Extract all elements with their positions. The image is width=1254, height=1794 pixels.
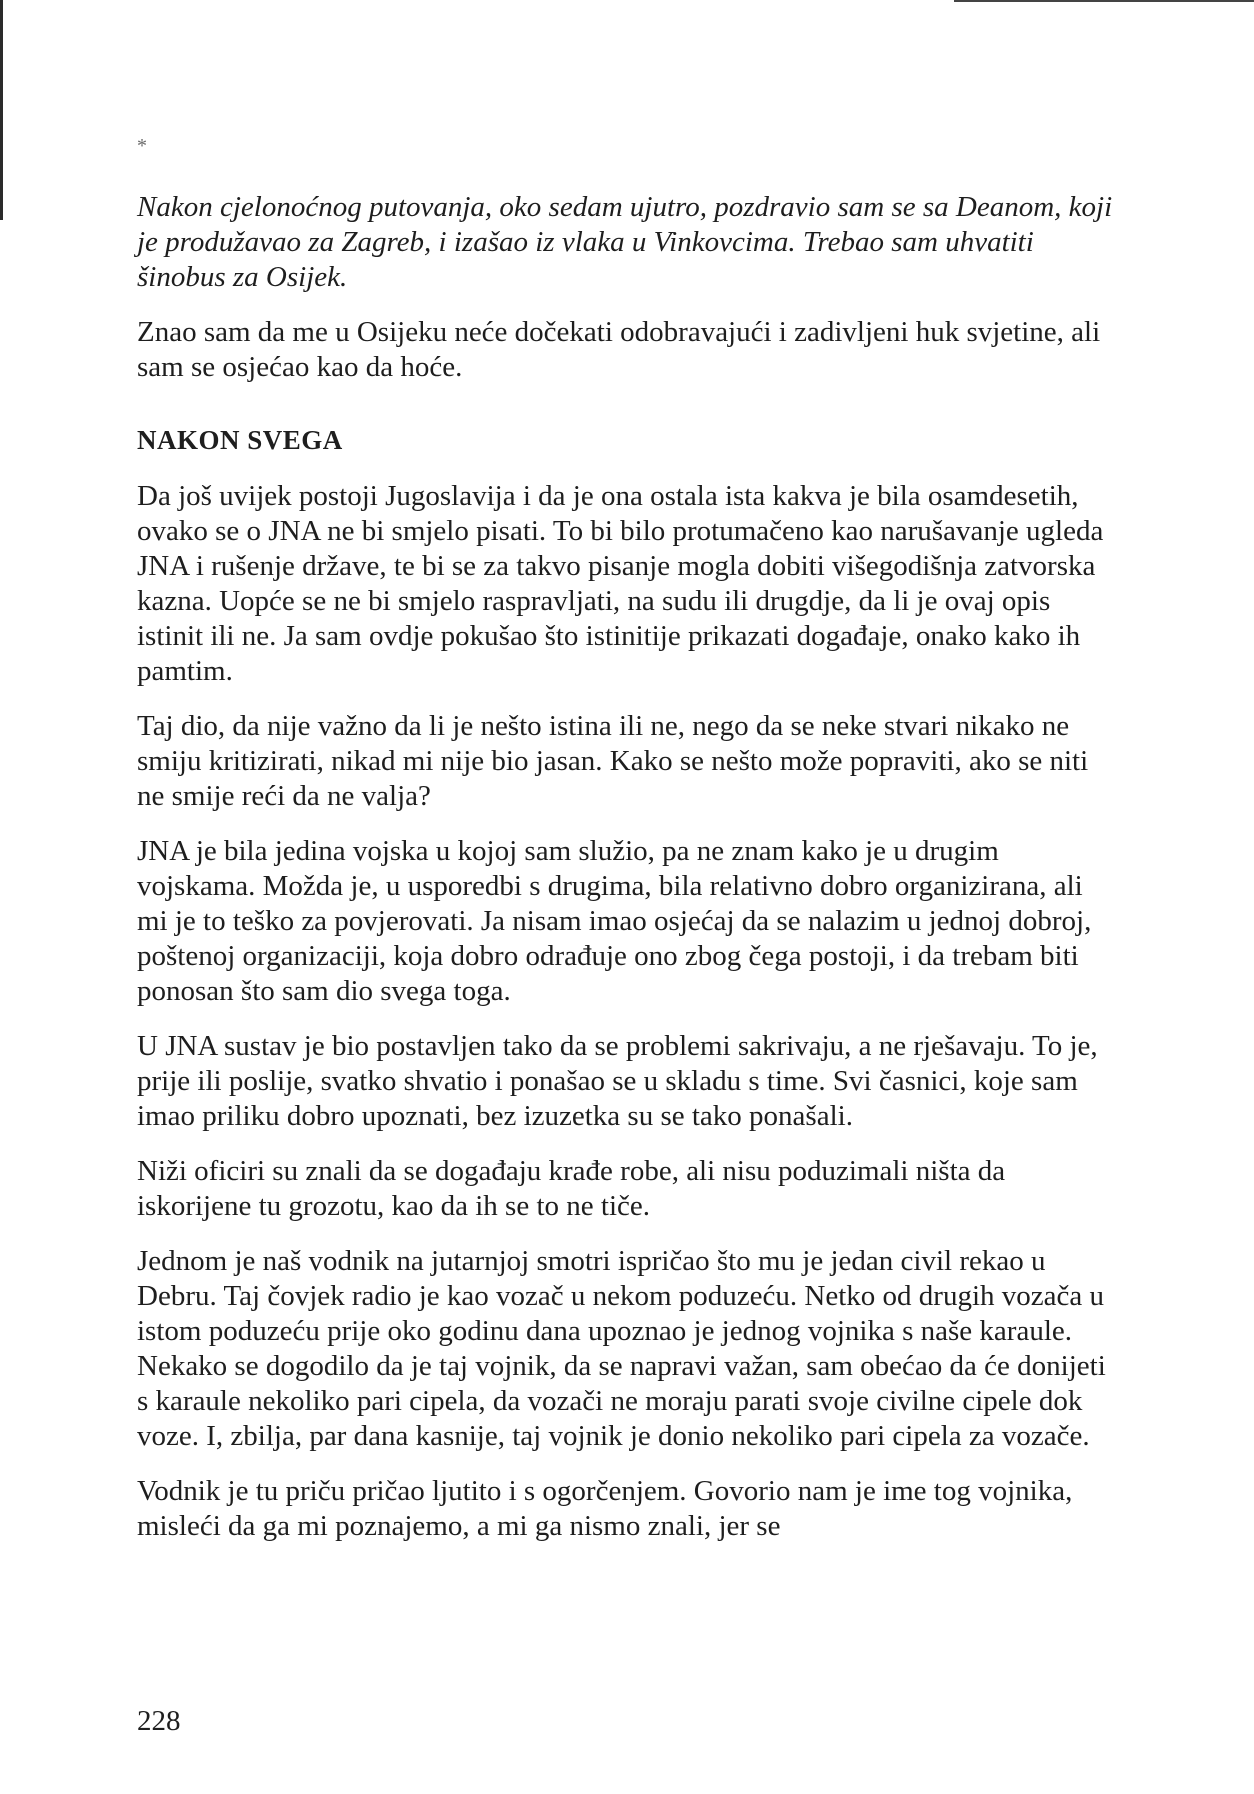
section-heading: NAKON SVEGA	[137, 425, 343, 455]
paragraph-6: Jednom je naš vodnik na jutarnjoj smotri ispričao što mu je jedan civil rekao u Debru. Taj čovjek radio je kao vozač u nekom poduzeću. Netko od drugih vozača u istom poduzeću prije oko godinu dana upoznao je jednog vojnika s naše karaule. Nekako se dogodilo da je taj vojnik, da se napravi važan, sam obećao da će donijeti s karaule nekoliko pari cipela, da vozači ne moraju parati svoje civilne cipele dok voze. I, zbilja, par dana kasnije, taj vojnik je donio nekoliko pari cipela za vozače.	[137, 1245, 1106, 1452]
paragraph-intro-2: Znao sam da me u Osijeku neće dočekati odobravajući i zadivljeni huk svjetine, ali sam se osjećao kao da hoće.	[137, 316, 1101, 383]
section-ornament: *	[137, 135, 147, 157]
paragraph-2: Taj dio, da nije važno da li je nešto istina ili ne, nego da se neke stvari nikako ne smiju kritizirati, nikad mi nije bio jasan. Kako se nešto može popraviti, ako se niti ne smije reći da ne valja?	[137, 710, 1089, 812]
paragraph-3: JNA je bila jedina vojska u kojoj sam služio, pa ne znam kako je u drugim vojskama. Možda je, u usporedbi s drugima, bila relativno dobro organizirana, ali mi je to teško za povjerovati. Ja nisam imao osjećaj da se nalazim u jednoj dobroj, poštenoj organizaciji, koja dobro odrađuje ono zbog čega postoji, i da trebam biti ponosan što sam dio svega toga.	[137, 835, 1092, 1007]
scan-edge-top	[954, 0, 1254, 2]
page-text	[137, 136, 1119, 1564]
scan-edge-left	[0, 0, 3, 220]
paragraph-7: Vodnik je tu priču pričao ljutito i s ogorčenjem. Govorio nam je ime tog vojnika, misleći da ga mi poznajemo, a mi ga nismo znali, jer se	[137, 1475, 1073, 1542]
paragraph-1: Da još uvijek postoji Jugoslavija i da je ona ostala ista kakva je bila osamdesetih, ovako se o JNA ne bi smjelo pisati. To bi bilo protumačeno kao narušavanje ugleda JNA i rušenje države, te bi se za takvo pisanje mogla dobiti višegodišnja zatvorska kazna. Uopće se ne bi smjelo raspravljati, na sudu ili drugdje, da li je ovaj opis istinit ili ne. Ja sam ovdje pokušao što istinitije prikazati događaje, onako kako ih pamtim.	[137, 480, 1104, 687]
page-number: 228	[137, 1705, 181, 1737]
paragraph-intro-1: Nakon cjelonoćnog putovanja, oko sedam ujutro, pozdravio sam se sa Deanom, koji je produžavao za Zagreb, i izašao iz vlaka u Vinkovcima. Trebao sam uhvatiti šinobus za Osijek.	[137, 191, 1113, 293]
paragraph-4: U JNA sustav je bio postavljen tako da se problemi sakrivaju, a ne rješavaju. To je, prije ili poslije, svatko shvatio i ponašao se u skladu s time. Svi časnici, koje sam imao priliku dobro upoznati, bez izuzetka su se tako ponašali.	[137, 1030, 1098, 1132]
paragraph-5: Niži oficiri su znali da se događaju krađe robe, ali nisu poduzimali ništa da iskorijene tu grozotu, kao da ih se to ne tiče.	[137, 1155, 1006, 1222]
